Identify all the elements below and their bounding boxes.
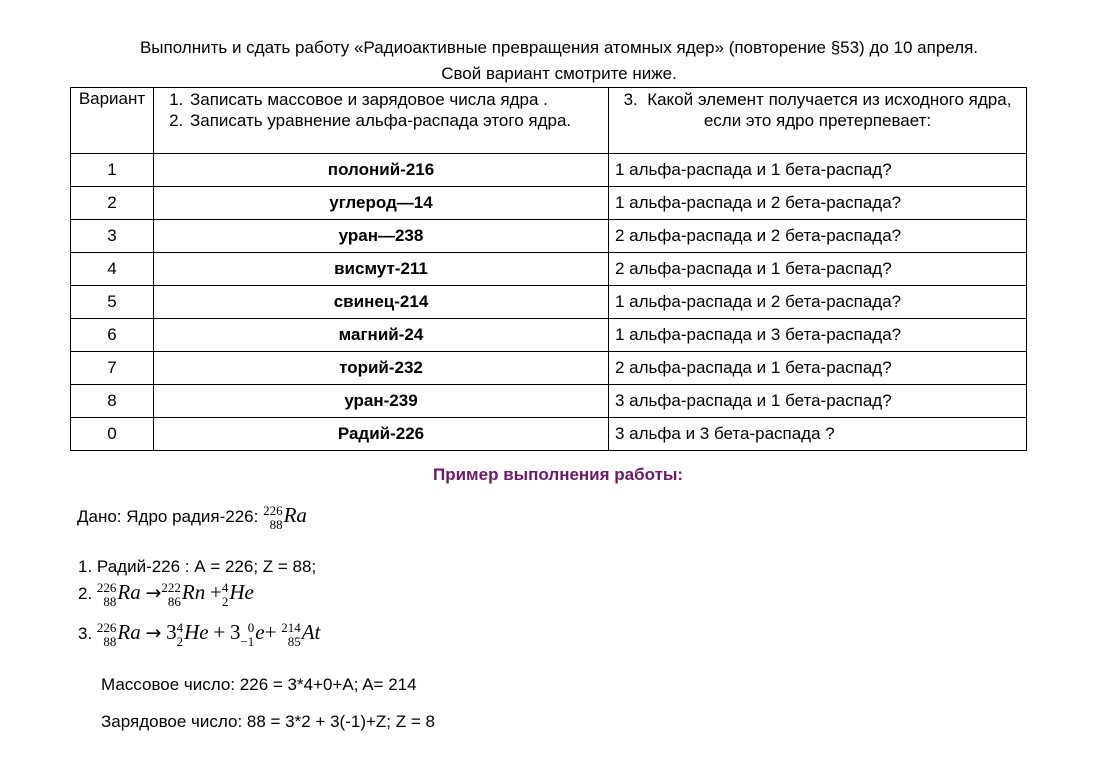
arrow-icon: → [145, 582, 162, 604]
arrow-icon: → [145, 622, 162, 644]
charge-number-line: Зарядовое число: 88 = 3*2 + 3(-1)+Z; Z = 8 [101, 712, 435, 731]
row-variant: 5 [71, 286, 154, 319]
variants-table [70, 87, 1027, 451]
row-decay: 3 альфа и 3 бета-распада ? [609, 418, 1027, 451]
row-nucleus: магний-24 [154, 319, 609, 352]
row-variant: 1 [71, 154, 154, 187]
ra-symbol: Ra [283, 503, 307, 527]
row-variant: 3 [71, 220, 154, 253]
row-decay: 1 альфа-распада и 1 бета-распад? [609, 154, 1027, 187]
row-decay: 2 альфа-распада и 1 бета-распад? [609, 253, 1027, 286]
header-task-2: 2. Записать уравнение альфа-распада этого ядра. [188, 110, 602, 131]
assignment-subtitle: Свой вариант смотрите ниже. [441, 64, 677, 83]
row-variant: 6 [71, 319, 154, 352]
step-2-equation: 2. 226 88 Ra → 222 86 Rn + 4 2 He [78, 579, 254, 609]
row-nucleus: полоний-216 [154, 154, 609, 187]
header-question [609, 88, 1027, 154]
row-variant: 7 [71, 352, 154, 385]
header-tasks [154, 88, 609, 154]
row-nucleus: углерод—14 [154, 187, 609, 220]
row-variant: 0 [71, 418, 154, 451]
row-nucleus: висмут-211 [154, 253, 609, 286]
mass-number-line: Массовое число: 226 = 3*4+0+A; A= 214 [101, 675, 417, 694]
table-row [71, 220, 1027, 253]
header-question-number: 3. [623, 90, 638, 109]
table-row [71, 253, 1027, 286]
row-decay: 1 альфа-распада и 2 бета-распада? [609, 187, 1027, 220]
step-3-equation: 3. 226 88 Ra → 3 4 2 He + 3 0 −1 e+ 214 85 At [78, 619, 321, 649]
row-nucleus: Радий-226 [154, 418, 609, 451]
example-title: Пример выполнения работы: [433, 465, 684, 484]
row-decay: 1 альфа-распада и 3 бета-распада? [609, 319, 1027, 352]
row-nucleus: уран—238 [154, 220, 609, 253]
row-variant: 4 [71, 253, 154, 286]
row-nucleus: свинец-214 [154, 286, 609, 319]
table-row [71, 418, 1027, 451]
ra-nuclide-index: 226 88 [263, 502, 283, 532]
row-variant: 8 [71, 385, 154, 418]
table-row [71, 286, 1027, 319]
row-decay: 1 альфа-распада и 2 бета-распада? [609, 286, 1027, 319]
header-variant: Вариант [71, 88, 154, 154]
row-decay: 2 альфа-распада и 1 бета-распад? [609, 352, 1027, 385]
step-1-number: 1. [78, 557, 93, 576]
table-row [71, 352, 1027, 385]
table-row [71, 154, 1027, 187]
row-variant: 2 [71, 187, 154, 220]
given-label: Дано: Ядро радия-226: [77, 507, 259, 526]
header-question-text: Какой элемент получается из исходного ядра, если это ядро претерпевает: [647, 90, 1012, 130]
step-1 [78, 557, 316, 577]
table-row [71, 319, 1027, 352]
assignment-title: Выполнить и сдать работу «Радиоактивные превращения атомных ядер» (повторение §53) до 10 апреля. [139, 38, 979, 57]
table-header-row [71, 88, 1027, 154]
table-row [71, 385, 1027, 418]
row-decay: 2 альфа-распада и 2 бета-распада? [609, 220, 1027, 253]
header-task-1: 1. Записать массовое и зарядовое числа ядра . [188, 89, 602, 110]
given-line [77, 503, 307, 532]
table-row [71, 187, 1027, 220]
row-nucleus: торий-232 [154, 352, 609, 385]
row-decay: 3 альфа-распада и 1 бета-распад? [609, 385, 1027, 418]
step-1-text: Радий-226 : А = 226; Z = 88; [96, 557, 317, 576]
row-nucleus: уран-239 [154, 385, 609, 418]
